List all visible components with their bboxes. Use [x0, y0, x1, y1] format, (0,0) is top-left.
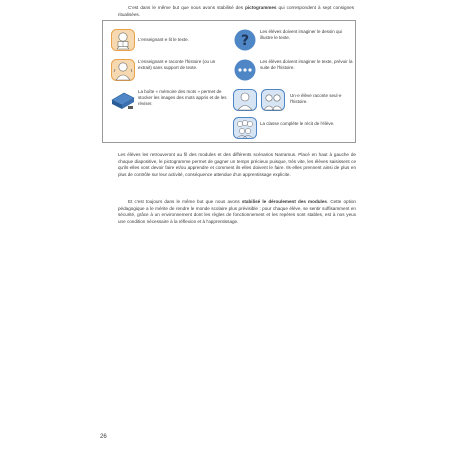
intro-paragraph — [118, 5, 354, 18]
page-number: 26 — [100, 434, 107, 440]
pictogram-item — [233, 89, 353, 116]
svg-text:?: ? — [240, 33, 250, 49]
pictogram-item — [111, 89, 229, 116]
pictogram-item — [111, 29, 229, 56]
pictogram-item — [111, 59, 229, 86]
pictogram-label: La classe complète le récit de l'élève. — [260, 121, 335, 126]
pictogram-label: Un·e élève raconte seul·e l'histoire. — [290, 93, 342, 105]
p3-text-after: . Cette option pédagogique a le mérite de rendre le monde scolaire plus prévisible : pour chaque élève, se sentir suffisamment en sécurité, grâce à un environnement dont les règles de fonctionnement et les repères sont stables, est à nos yeux une condition nécessaire à la réflexion et à l'apprentissage. — [118, 199, 356, 224]
pictogram-item — [233, 29, 353, 56]
intro-text-after: qui correspondent à sept consignes ritualisées. — [118, 5, 354, 17]
class-completes-icon — [233, 117, 257, 144]
pictogram-item — [233, 117, 353, 144]
intro-bold-pictograms: pictogrammes — [245, 5, 277, 10]
ellipsis-icon — [233, 59, 257, 86]
pictogram-item — [233, 59, 353, 86]
intro-text-before: C'est dans le même but que nous avons stabilisé des — [128, 5, 246, 10]
teacher-reading-icon — [111, 29, 135, 56]
teacher-telling-icon — [111, 59, 135, 86]
pictogram-label: Les élèves doivent imaginer le dessin qui illustre le texte. — [260, 29, 343, 41]
question-mark-icon — [233, 29, 257, 56]
student-telling-icon — [233, 89, 287, 116]
p3-text-before: Et c'est toujours dans le même but que nous avons — [128, 199, 242, 204]
body-paragraph-modules — [118, 199, 356, 225]
word-memory-box-icon — [111, 89, 135, 116]
p3-bold-modules: stabilisé le déroulement des modules — [241, 199, 327, 204]
pictogram-legend-box — [102, 20, 356, 143]
body-paragraph-pictograms: Les élèves les retrouveront au fil des modules et des différents scénarios Narramus. Placé en haut à gauche de chaque diapositive, le pictogramme permet de gagner un temps précieux puisque, très vite, les élèves saisissent ce qu'ils·elles vont devoir faire et/ou apprendre et comment ils·elles doivent le faire. Ils·elles prennent ainsi de plus en plus de contrôle sur leur activité, conséquence attendue d'un apprentissage explicite. — [118, 152, 356, 177]
pictogram-label: La boîte « mémoire des mots » permet de stocker les images des mots appris et de les réviser. — [138, 89, 227, 107]
pictogram-label: L'enseignant·e raconte l'histoire (ou un extrait) sans support de texte. — [138, 59, 216, 71]
pictogram-label: Les élèves doivent imaginer le texte, prévoir la suite de l'histoire. — [260, 59, 353, 71]
pictogram-label: L'enseignant·e lit le texte. — [138, 37, 189, 42]
